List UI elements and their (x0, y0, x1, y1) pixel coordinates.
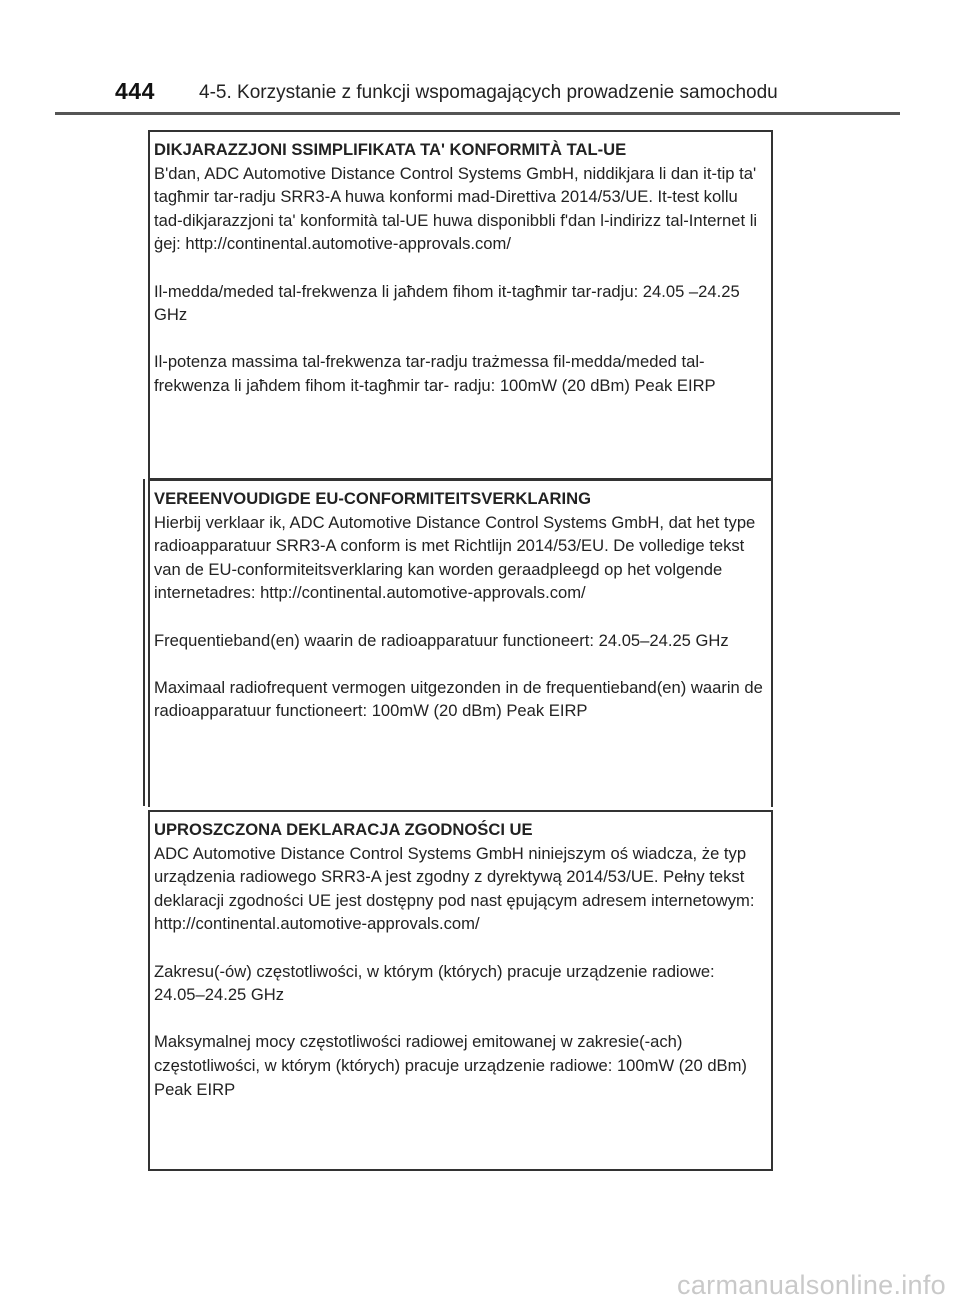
declaration-box-maltese (148, 130, 773, 480)
max-power-polish: Maksymalnej mocy częstotliwości radiowej emitowanej w zakresie(-ach) częstotliwości, w którym (których) pracuje urządzenie radiowe: 100mW (20 dBm) Peak EIRP (154, 1032, 747, 1099)
declaration-box-dutch (148, 479, 773, 807)
declaration-title-maltese: DIKJARAZZJONI SSIMPLIFIKATA TA' KONFORMITÀ TAL-UE (154, 140, 627, 159)
declaration-statement-maltese: B'dan, ADC Automotive Distance Control Systems GmbH, niddikjara li dan it-tip ta' tagħmir tar-radju SRR3-A huwa konformi mad-Direttiva 2014/53/UE. It-test kollu tad-dikjarazzjoni ta' konformità tal-UE huwa disponibbli f'dan l-indirizz tal-Internet li ġej: http://continental.automotive-approvals.com/ (154, 163, 758, 254)
frequency-band-maltese: Il-medda/meded tal-frekwenza li jaħdem fihom it-tagħmir tar-radju: 24.05 –24.25 GHz (154, 281, 740, 325)
declaration-statement-polish: ADC Automotive Distance Control Systems GmbH niniejszym oś wiadcza, że typ urządzenia radiowego SRR3-A jest zgodny z dyrektywą 2014/53/UE. Pełny tekst deklaracji zgodności UE jest dostępny pod nast ępującym adresem internetowym: http://continental.automotive-approvals.com/ (154, 843, 755, 934)
declaration-title-polish: UPROSZCZONA DEKLARACJA ZGODNOŚCI UE (154, 820, 533, 839)
section-title: 4-5. Korzystanie z funkcji wspomagających prowadzenie samochodu (199, 82, 778, 103)
max-power-maltese: Il-potenza massima tal-frekwenza tar-radju trażmessa fil-medda/meded tal-frekwenza li jaħdem fihom it-tagħmir tar- radju: 100mW (20 dBm) Peak EIRP (154, 352, 716, 395)
frequency-band-dutch: Frequentieband(en) waarin de radioapparatuur functioneert: 24.05–24.25 GHz (154, 630, 729, 650)
frequency-band-polish: Zakresu(-ów) częstotliwości, w którym (których) pracuje urządzenie radiowe: 24.05–24.25 GHz (154, 961, 715, 1005)
declaration-title-dutch: VEREENVOUDIGDE EU-CONFORMITEITSVERKLARING (154, 489, 591, 508)
declaration-statement-dutch: Hierbij verklaar ik, ADC Automotive Distance Control Systems GmbH, dat het type radioapparatuur SRR3-A conform is met Richtlijn 2014/53/EU. De volledige tekst van de EU-conformiteitsverklaring kan worden geraadpleegd op het volgende internetadres: http://continental.automotive-approvals.com/ (154, 512, 756, 603)
declaration-box-polish (148, 810, 773, 1171)
watermark: carmanualsonline.info (677, 1270, 946, 1300)
max-power-dutch: Maximaal radiofrequent vermogen uitgezonden in de frequentieband(en) waarin de radioapparatuur functioneert: 100mW (20 dBm) Peak EIRP (154, 677, 763, 721)
page-header (55, 78, 900, 115)
page-number: 444 (115, 78, 155, 104)
